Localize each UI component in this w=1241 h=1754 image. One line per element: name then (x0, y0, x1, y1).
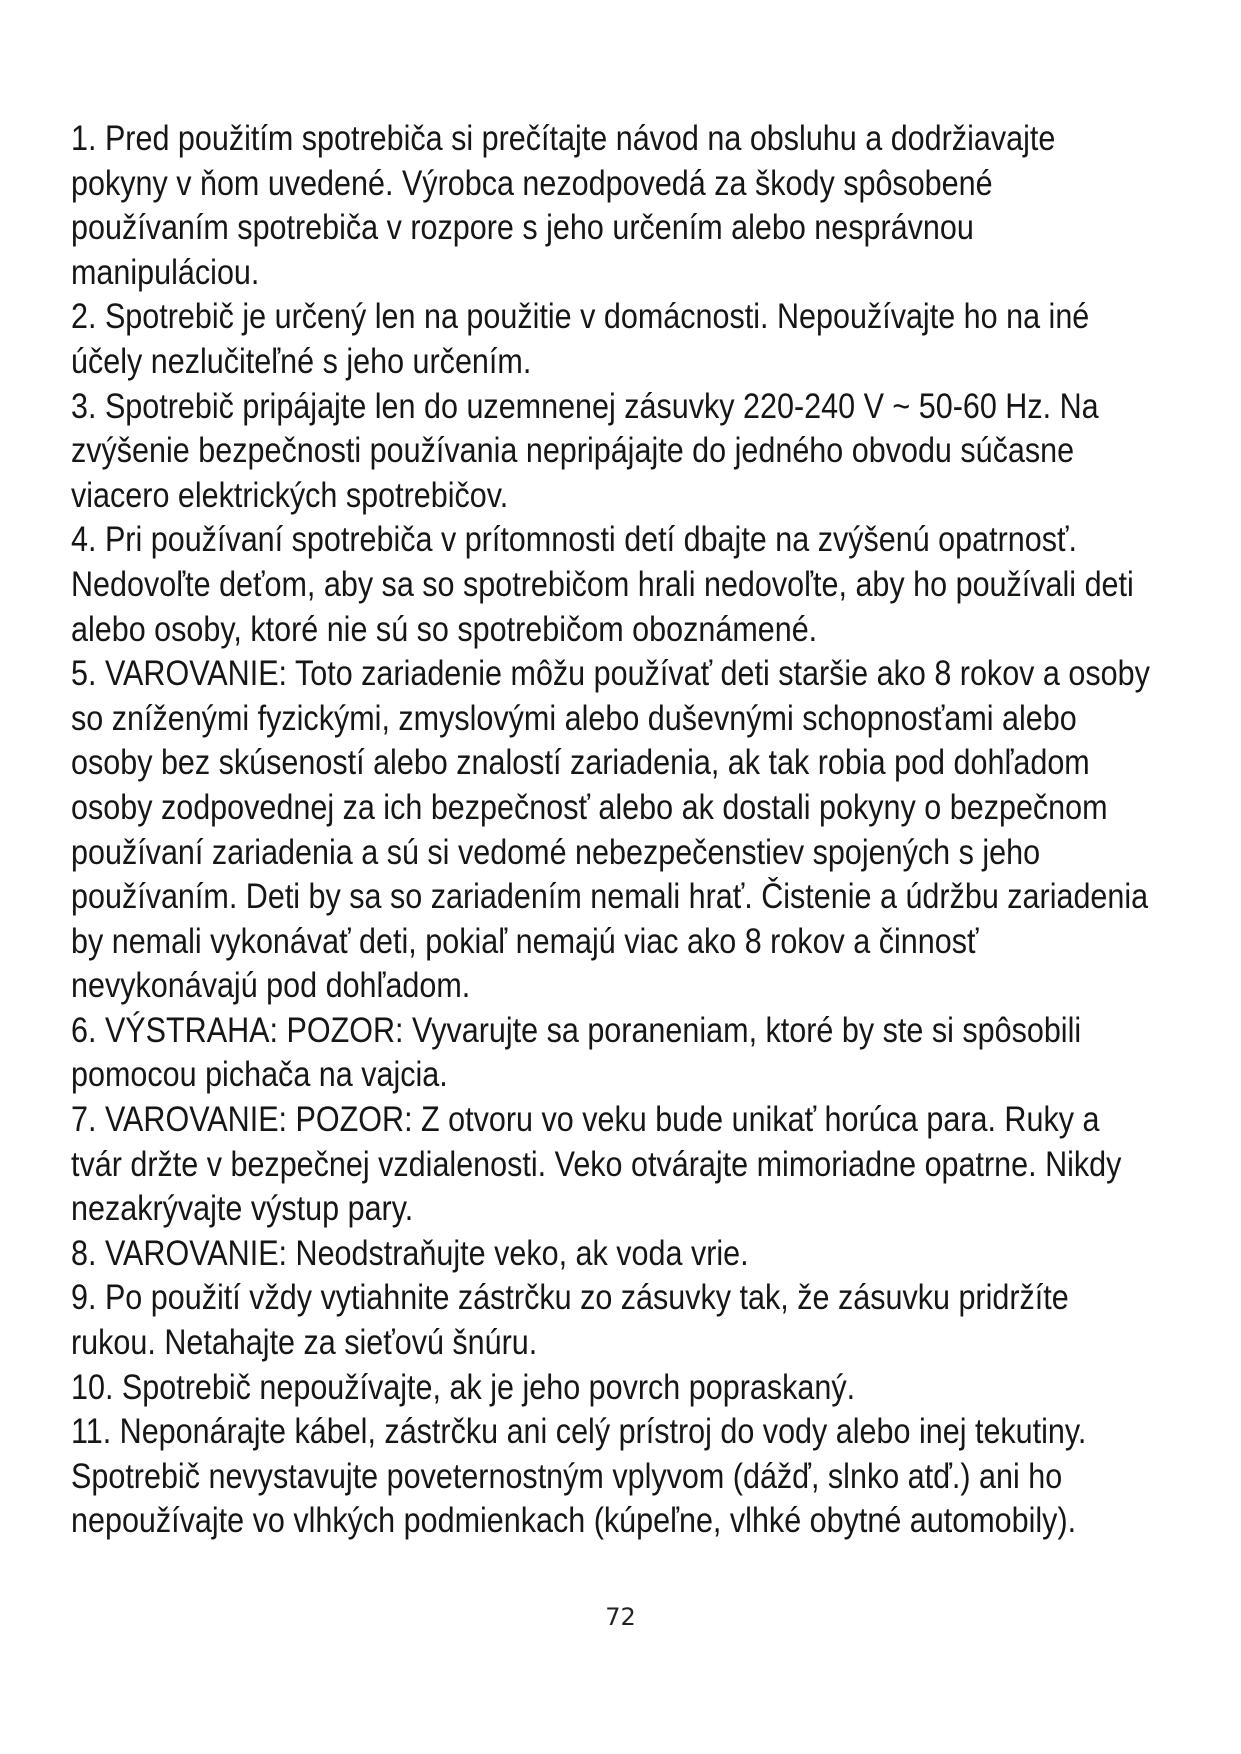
instruction-item: 6. VÝSTRAHA: POZOR: Vyvarujte sa poraneniam, ktoré by ste si spôsobili pomocou pichača na vajcia. (71, 1009, 1082, 1095)
safety-instructions (71, 116, 1151, 1543)
instruction-item: 1. Pred použitím spotrebiča si prečítajte návod na obsluhu a dodržiavajte pokyny v ňom uvedené. Výrobca nezodpovedá za škody spôsobené používaním spotrebiča v rozpore s jeho určením alebo nesprávnou manipuláciou. (71, 118, 1056, 292)
instruction-item: 11. Neponárajte kábel, zástrčku ani celý prístroj do vody alebo inej tekutiny. Spotrebič nevystavujte poveternostným vplyvom (dážď, slnko atď.) ani ho nepoužívajte vo vlhkých podmienkach (kúpeľne, vlhké obytné automobily). (71, 1411, 1087, 1541)
instruction-item: 10. Spotrebič nepoužívajte, ak je jeho povrch popraskaný. (71, 1366, 856, 1407)
instruction-item: 8. VAROVANIE: Neodstraňujte veko, ak voda vrie. (71, 1232, 749, 1273)
page-number: 72 (605, 1603, 636, 1631)
instruction-item: 9. Po použití vždy vytiahnite zástrčku zo zásuvky tak, že zásuvku pridržíte rukou. Netahajte za sieťovú šnúru. (71, 1277, 1069, 1363)
instruction-item: 4. Pri používaní spotrebiča v prítomnosti detí dbajte na zvýšenú opatrnosť. Nedovoľte deťom, aby sa so spotrebičom hrali nedovoľte, aby ho používali deti alebo osoby, ktoré nie sú so spotrebičom oboznámené. (71, 519, 1134, 649)
instruction-item: 3. Spotrebič pripájajte len do uzemnenej zásuvky 220-240 V ~ 50-60 Hz. Na zvýšenie bezpečnosti používania nepripájajte do jedného obvodu súčasne viacero elektrických spotrebičov. (71, 385, 1099, 515)
instruction-item: 5. VAROVANIE: Toto zariadenie môžu používať deti staršie ako 8 rokov a osoby so zníženými fyzickými, zmyslovými alebo duševnými schopnosťami alebo osoby bez skúseností alebo znalostí zariadenia, ak tak robia pod dohľadom osoby zodpovednej za ich bezpečnosť alebo ak dostali pokyny o bezpečnom používaní zariadenia a sú si vedomé nebezpečenstiev spojených s jeho používaním. Deti by sa so zariadením nemali hrať. Čistenie a údržbu zariadenia by nemali vykonávať deti, pokiaľ nemajú viac ako 8 rokov a činnosť nevykonávajú pod dohľadom. (71, 653, 1150, 1006)
instruction-item: 7. VAROVANIE: POZOR: Z otvoru vo veku bude unikať horúca para. Ruky a tvár držte v bezpečnej vzdialenosti. Veko otvárajte mimoriadne opatrne. Nikdy nezakrývajte výstup pary. (71, 1099, 1122, 1229)
instruction-item: 2. Spotrebič je určený len na použitie v domácnosti. Nepoužívajte ho na iné účely nezlučiteľné s jeho určením. (71, 296, 1090, 381)
